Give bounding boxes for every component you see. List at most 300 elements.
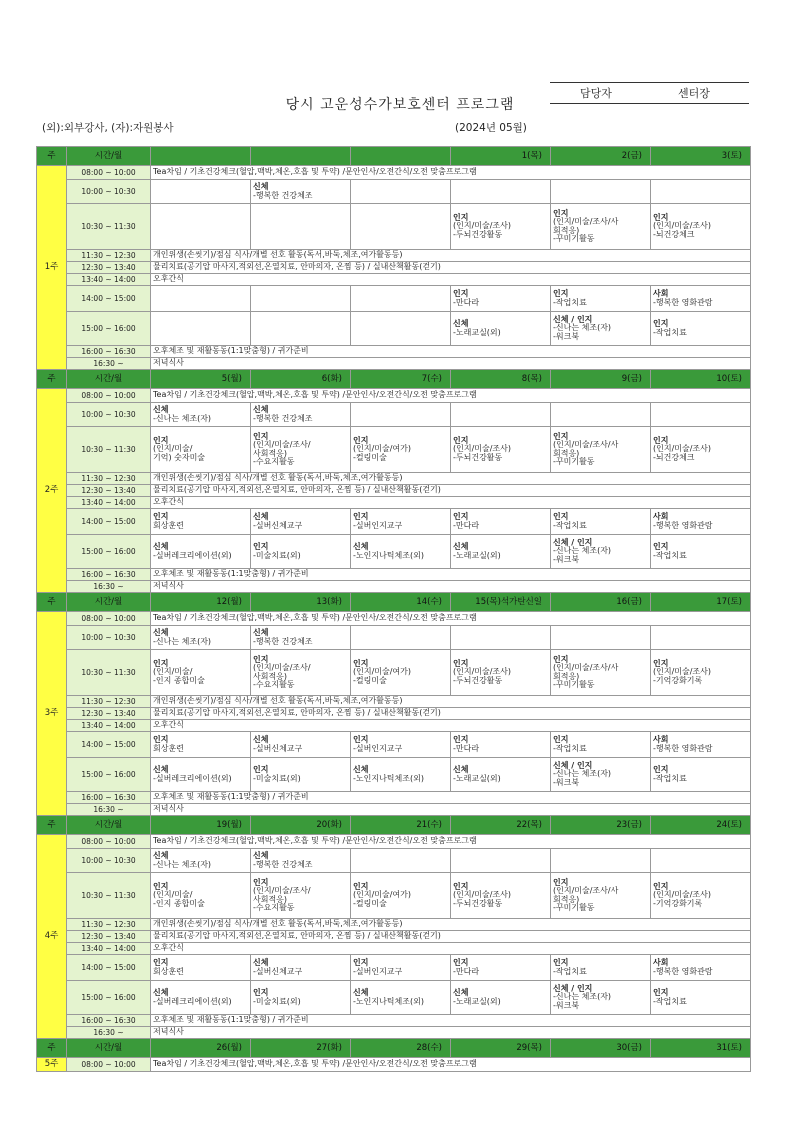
day-header (351, 147, 451, 166)
activity-category: 인지 (553, 289, 569, 299)
activity-name: -작업치료 (653, 327, 687, 337)
activity-name: -기억강화기록 (653, 898, 703, 908)
activity-name: -작업치료 (553, 966, 587, 976)
activity-cell (251, 286, 351, 312)
activity-name: -수요지활동 (253, 902, 295, 912)
common-activity: 오후체조 및 재활동동(1:1맞춤형) / 귀가준비 (151, 346, 751, 358)
time-slot: 10:30 ~ 11:30 (67, 427, 151, 473)
activity-cell (651, 873, 751, 919)
time-slot: 15:00 ~ 16:00 (67, 981, 151, 1015)
schedule-row (37, 358, 751, 370)
activity-cell (651, 427, 751, 473)
time-slot: 13:40 ~ 14:00 (67, 497, 151, 509)
activity-name: -행복한 영화관람 (653, 743, 713, 753)
time-slot: 16:30 ~ (67, 581, 151, 593)
activity-name: -노래교실(외) (453, 327, 501, 337)
activity-cell (251, 427, 351, 473)
week-label: 1주 (37, 166, 67, 370)
activity-cell (251, 650, 351, 696)
activity-name: -워크북 (553, 554, 580, 564)
schedule-row (37, 250, 751, 262)
activity-cell (151, 204, 251, 250)
common-activity: 오후간식 (151, 943, 751, 955)
activity-name: -행복한 건강체조 (253, 636, 313, 646)
activity-category: 인지 (353, 658, 369, 668)
activity-cell (651, 758, 751, 792)
schedule-row (37, 473, 751, 485)
activity-cell (651, 286, 751, 312)
day-header: 6(화) (251, 370, 351, 389)
schedule-row (37, 696, 751, 708)
activity-name: -꾸미기활동 (553, 456, 595, 466)
day-header: 19(월) (151, 816, 251, 835)
schedule-row (37, 720, 751, 732)
activity-category: 인지 (453, 512, 469, 522)
activity-category: 인지 (553, 735, 569, 745)
activity-category: 인지 (553, 877, 569, 887)
common-activity: Tea차임 / 기초건강체크(혈압,맥박,체온,호흡 및 투약) /문안인사/오전간식/오전 맞춤프로그램 (151, 166, 751, 180)
activity-name: -실버신체교구 (253, 520, 303, 530)
common-activity: 물리치료(공기압 마사지,적외선,온열치료, 안마의자, 온찜 등) / 실내산책활동(걷기) (151, 708, 751, 720)
activity-cell (351, 427, 451, 473)
activity-cell (151, 535, 251, 569)
time-column-header: 시간/월 (67, 816, 151, 835)
activity-cell (551, 758, 651, 792)
day-header (251, 147, 351, 166)
activity-category: 인지 (453, 735, 469, 745)
time-slot: 13:40 ~ 14:00 (67, 274, 151, 286)
common-activity: 오후간식 (151, 274, 751, 286)
activity-name: -꾸미기활동 (553, 233, 595, 243)
activity-cell (551, 180, 651, 204)
common-activity: 오후체조 및 재활동동(1:1맞춤형) / 귀가준비 (151, 569, 751, 581)
schedule-row (37, 581, 751, 593)
week-column-header: 주 (37, 370, 67, 389)
activity-category: 신체 (153, 765, 169, 775)
common-activity: 저녁식사 (151, 1027, 751, 1039)
activity-cell (251, 981, 351, 1015)
time-slot: 10:00 ~ 10:30 (67, 180, 151, 204)
time-slot: 08:00 ~ 10:00 (67, 835, 151, 849)
activity-cell (551, 626, 651, 650)
activity-category: 신체 (353, 988, 369, 998)
time-slot: 11:30 ~ 12:30 (67, 250, 151, 262)
schedule-row (37, 1058, 751, 1072)
activity-cell (151, 403, 251, 427)
activity-category: 신체 (153, 628, 169, 638)
activity-name: -실버인지교구 (353, 743, 403, 753)
activity-cell (251, 849, 351, 873)
common-activity: 저녁식사 (151, 358, 751, 370)
activity-name: -행복한 영화관람 (653, 297, 713, 307)
activity-cell (651, 650, 751, 696)
activity-cell (451, 626, 551, 650)
activity-name: (인지/미술/조사/ (253, 440, 311, 450)
schedule-row (37, 569, 751, 581)
activity-cell (151, 626, 251, 650)
activity-name: (인지/미술/조사) (453, 667, 512, 677)
common-activity: 물리치료(공기압 마사지,적외선,온열치료, 안마의자, 온찜 등) / 실내산책활동(걷기) (151, 931, 751, 943)
activity-cell (451, 427, 551, 473)
activity-cell (151, 732, 251, 758)
time-slot: 16:00 ~ 16:30 (67, 1015, 151, 1027)
activity-name: -컬링미술 (353, 452, 387, 462)
activity-category: 신체 (153, 851, 169, 861)
activity-cell (651, 312, 751, 346)
activity-name: (인지/미술/조사) (653, 890, 712, 900)
activity-category: 인지 (453, 658, 469, 668)
activity-category: 사회 (653, 289, 669, 299)
activity-name: (인지/미술/ (153, 667, 193, 677)
activity-cell (651, 535, 751, 569)
program-schedule-sheet (36, 146, 750, 1072)
activity-name: -신나는 체조(자) (553, 992, 612, 1002)
activity-category: 신체 / 인지 (553, 760, 593, 770)
activity-name: (인지/미술/조사/ (253, 886, 311, 896)
week-column-header: 주 (37, 816, 67, 835)
schedule-row (37, 1015, 751, 1027)
activity-cell (451, 758, 551, 792)
schedule-row (37, 274, 751, 286)
activity-name: -실버레크리에이션(외) (153, 773, 232, 783)
activity-name: -만다라 (453, 520, 480, 530)
schedule-row (37, 804, 751, 816)
activity-category: 인지 (353, 881, 369, 891)
activity-name: -기억강화기록 (653, 675, 703, 685)
schedule-table (36, 146, 751, 1072)
activity-category: 신체 (153, 405, 169, 415)
activity-name: -뇌건강체크 (653, 229, 695, 239)
activity-cell (151, 650, 251, 696)
time-slot: 16:30 ~ (67, 358, 151, 370)
time-column-header: 시간/월 (67, 147, 151, 166)
activity-cell (151, 427, 251, 473)
activity-category: 신체 (353, 765, 369, 775)
activity-cell (651, 626, 751, 650)
schedule-row (37, 389, 751, 403)
time-slot: 14:00 ~ 15:00 (67, 509, 151, 535)
schedule-row (37, 931, 751, 943)
activity-cell (451, 981, 551, 1015)
activity-cell (351, 204, 451, 250)
activity-cell (151, 873, 251, 919)
activity-cell (251, 204, 351, 250)
activity-name: (인지/미술/조사/사 (553, 217, 619, 227)
day-header: 21(수) (351, 816, 451, 835)
activity-category: 신체 / 인지 (553, 314, 593, 324)
activity-cell (351, 403, 451, 427)
activity-cell (351, 312, 451, 346)
day-header (151, 147, 251, 166)
activity-name: -노인지나틱체조(외) (353, 773, 424, 783)
activity-cell (251, 509, 351, 535)
activity-category: 신체 (253, 512, 269, 522)
schedule-row (37, 981, 751, 1015)
activity-name: -꾸미기활동 (553, 679, 595, 689)
activity-name: -작업치료 (653, 550, 687, 560)
schedule-row (37, 708, 751, 720)
day-header: 30(금) (551, 1039, 651, 1058)
time-slot: 10:00 ~ 10:30 (67, 626, 151, 650)
activity-cell (351, 849, 451, 873)
activity-name: -행복한 건강체조 (253, 859, 313, 869)
activity-name: -행복한 영화관람 (653, 520, 713, 530)
activity-cell (651, 509, 751, 535)
schedule-row (37, 873, 751, 919)
common-activity: Tea차임 / 기초건강체크(혈압,맥박,체온,호흡 및 투약) /문안인사/오전간식/오전 맞춤프로그램 (151, 835, 751, 849)
time-slot: 08:00 ~ 10:00 (67, 166, 151, 180)
activity-category: 인지 (653, 319, 669, 329)
schedule-row (37, 403, 751, 427)
time-slot: 16:00 ~ 16:30 (67, 569, 151, 581)
week-column-header: 주 (37, 147, 67, 166)
activity-cell (251, 535, 351, 569)
activity-name: (인지/미술/조사) (653, 667, 712, 677)
time-slot: 11:30 ~ 12:30 (67, 696, 151, 708)
schedule-row (37, 919, 751, 931)
activity-name: -신나는 체조(자) (153, 859, 212, 869)
activity-cell (551, 981, 651, 1015)
schedule-row (37, 758, 751, 792)
activity-category: 신체 (253, 958, 269, 968)
activity-name: (인지/미술/조사/사 (553, 886, 619, 896)
schedule-row (37, 955, 751, 981)
activity-cell (451, 650, 551, 696)
activity-category: 인지 (153, 881, 169, 891)
activity-category: 신체 / 인지 (553, 983, 593, 993)
activity-name: -실버신체교구 (253, 966, 303, 976)
schedule-row (37, 1027, 751, 1039)
activity-name: -수요지활동 (253, 456, 295, 466)
activity-category: 인지 (253, 877, 269, 887)
time-slot: 16:30 ~ (67, 804, 151, 816)
time-slot: 16:30 ~ (67, 1027, 151, 1039)
activity-name: 회상훈련 (153, 743, 184, 753)
activity-cell (151, 509, 251, 535)
activity-category: 신체 (253, 851, 269, 861)
week-header-row (37, 816, 751, 835)
day-header: 13(화) (251, 593, 351, 612)
activity-name: -만다라 (453, 966, 480, 976)
time-slot: 14:00 ~ 15:00 (67, 955, 151, 981)
activity-cell (351, 509, 451, 535)
activity-cell (451, 873, 551, 919)
day-header: 14(수) (351, 593, 451, 612)
activity-category: 사회 (653, 512, 669, 522)
activity-name: -신나는 체조(자) (153, 636, 212, 646)
activity-name: (인지/미술/ (153, 444, 193, 454)
activity-name: -만다라 (453, 743, 480, 753)
activity-category: 인지 (553, 654, 569, 664)
activity-cell (551, 650, 651, 696)
activity-cell (651, 849, 751, 873)
activity-cell (351, 955, 451, 981)
legend-note: (외):외부강사, (자):자원봉사 (42, 122, 174, 134)
time-slot: 16:00 ~ 16:30 (67, 792, 151, 804)
activity-name: -작업치료 (553, 520, 587, 530)
day-header: 26(월) (151, 1039, 251, 1058)
week-column-header: 주 (37, 593, 67, 612)
day-header: 23(금) (551, 816, 651, 835)
activity-category: 인지 (653, 435, 669, 445)
activity-name: 사회적응) (253, 448, 288, 458)
week-label: 2주 (37, 389, 67, 593)
activity-category: 인지 (253, 654, 269, 664)
activity-name: -작업치료 (553, 743, 587, 753)
activity-category: 인지 (353, 435, 369, 445)
activity-name: -노인지나틱체조(외) (353, 996, 424, 1006)
schedule-row (37, 180, 751, 204)
activity-name: -두뇌건강활동 (453, 229, 503, 239)
approval-label-director: 센터장 (678, 87, 710, 100)
activity-cell (451, 180, 551, 204)
activity-name: -워크북 (553, 777, 580, 787)
activity-cell (551, 509, 651, 535)
activity-name: -실버인지교구 (353, 520, 403, 530)
time-column-header: 시간/월 (67, 370, 151, 389)
activity-cell (551, 286, 651, 312)
activity-name: -미술치료(외) (253, 550, 301, 560)
activity-name: 회적응) (553, 894, 580, 904)
common-activity: Tea차임 / 기초건강체크(혈압,맥박,체온,호흡 및 투약) /문안인사/오전간식/오전 맞춤프로그램 (151, 1058, 751, 1072)
time-column-header: 시간/월 (67, 1039, 151, 1058)
week-label: 5주 (37, 1058, 67, 1072)
activity-category: 신체 (253, 735, 269, 745)
activity-cell (651, 732, 751, 758)
activity-name: -노인지나틱체조(외) (353, 550, 424, 560)
time-slot: 14:00 ~ 15:00 (67, 732, 151, 758)
schedule-row (37, 166, 751, 180)
activity-name: -수요지활동 (253, 679, 295, 689)
schedule-row (37, 204, 751, 250)
approval-label-staff: 담당자 (580, 87, 612, 100)
common-activity: 오후간식 (151, 720, 751, 732)
day-header: 15(목)석가탄신일 (451, 593, 551, 612)
activity-cell (651, 981, 751, 1015)
time-slot: 10:30 ~ 11:30 (67, 873, 151, 919)
time-slot: 13:40 ~ 14:00 (67, 943, 151, 955)
week-label: 4주 (37, 835, 67, 1039)
activity-cell (351, 626, 451, 650)
activity-category: 인지 (153, 658, 169, 668)
activity-name: 사회적응) (253, 671, 288, 681)
activity-cell (251, 758, 351, 792)
schedule-row (37, 346, 751, 358)
day-header: 17(토) (651, 593, 751, 612)
day-header: 28(수) (351, 1039, 451, 1058)
activity-name: -실버신체교구 (253, 743, 303, 753)
activity-cell (551, 873, 651, 919)
schedule-row (37, 286, 751, 312)
activity-name: -실버인지교구 (353, 966, 403, 976)
activity-cell (151, 981, 251, 1015)
time-slot: 14:00 ~ 15:00 (67, 286, 151, 312)
activity-cell (151, 312, 251, 346)
activity-cell (351, 732, 451, 758)
activity-cell (451, 204, 551, 250)
schedule-row (37, 612, 751, 626)
activity-cell (451, 535, 551, 569)
activity-name: (인지/미술/조사) (653, 221, 712, 231)
activity-cell (551, 403, 651, 427)
time-slot: 15:00 ~ 16:00 (67, 312, 151, 346)
time-slot: 13:40 ~ 14:00 (67, 720, 151, 732)
activity-name: -컬링미술 (353, 675, 387, 685)
day-header: 24(토) (651, 816, 751, 835)
activity-name: 회적응) (553, 225, 580, 235)
activity-name: -컬링미술 (353, 898, 387, 908)
page-title: 당시 고운성수가보호센터 프로그램 (285, 97, 515, 113)
time-slot: 08:00 ~ 10:00 (67, 612, 151, 626)
common-activity: 개인위생(손씻기)/점심 식사/개별 선호 활동(독서,바둑,체조,여가활동등) (151, 919, 751, 931)
schedule-row (37, 509, 751, 535)
activity-name: 회상훈련 (153, 520, 184, 530)
schedule-month: (2024년 05월) (455, 122, 527, 134)
activity-category: 인지 (153, 958, 169, 968)
activity-category: 인지 (653, 212, 669, 222)
activity-name: -행복한 영화관람 (653, 966, 713, 976)
day-header: 12(월) (151, 593, 251, 612)
activity-name: (인지/미술/여가) (353, 667, 412, 677)
activity-category: 신체 (453, 542, 469, 552)
activity-category: 신체 (253, 182, 269, 192)
time-slot: 12:30 ~ 13:40 (67, 485, 151, 497)
activity-cell (351, 535, 451, 569)
schedule-row (37, 943, 751, 955)
day-header: 8(목) (451, 370, 551, 389)
common-activity: 오후체조 및 재활동동(1:1맞춤형) / 귀가준비 (151, 792, 751, 804)
common-activity: 개인위생(손씻기)/점심 식사/개별 선호 활동(독서,바둑,체조,여가활동등) (151, 696, 751, 708)
common-activity: 저녁식사 (151, 581, 751, 593)
day-header: 20(화) (251, 816, 351, 835)
activity-category: 신체 (353, 542, 369, 552)
time-slot: 16:00 ~ 16:30 (67, 346, 151, 358)
day-header: 10(토) (651, 370, 751, 389)
activity-cell (351, 180, 451, 204)
schedule-row (37, 485, 751, 497)
activity-name: -미술치료(외) (253, 996, 301, 1006)
activity-cell (251, 180, 351, 204)
activity-name: -행복한 건강체조 (253, 190, 313, 200)
week-header-row (37, 593, 751, 612)
activity-cell (551, 535, 651, 569)
time-slot: 11:30 ~ 12:30 (67, 473, 151, 485)
time-slot: 11:30 ~ 12:30 (67, 919, 151, 931)
activity-name: -노래교실(외) (453, 773, 501, 783)
common-activity: 오후간식 (151, 497, 751, 509)
activity-name: -미술치료(외) (253, 773, 301, 783)
time-slot: 10:00 ~ 10:30 (67, 849, 151, 873)
activity-category: 신체 (153, 988, 169, 998)
activity-category: 인지 (453, 289, 469, 299)
activity-cell (151, 955, 251, 981)
activity-cell (351, 873, 451, 919)
schedule-row (37, 732, 751, 758)
activity-category: 인지 (353, 512, 369, 522)
activity-category: 신체 / 인지 (553, 537, 593, 547)
day-header: 16(금) (551, 593, 651, 612)
activity-name: -신나는 체조(자) (553, 546, 612, 556)
common-activity: 물리치료(공기압 마사지,적외선,온열치료, 안마의자, 온찜 등) / 실내산책활동(걷기) (151, 262, 751, 274)
activity-category: 인지 (553, 208, 569, 218)
activity-cell (651, 204, 751, 250)
common-activity: Tea차임 / 기초건강체크(혈압,맥박,체온,호흡 및 투약) /문안인사/오전간식/오전 맞춤프로그램 (151, 612, 751, 626)
activity-name: -실버레크리에이션(외) (153, 550, 232, 560)
schedule-row (37, 849, 751, 873)
time-column-header: 시간/월 (67, 593, 151, 612)
activity-cell (551, 312, 651, 346)
activity-name: (인지/미술/여가) (353, 444, 412, 454)
